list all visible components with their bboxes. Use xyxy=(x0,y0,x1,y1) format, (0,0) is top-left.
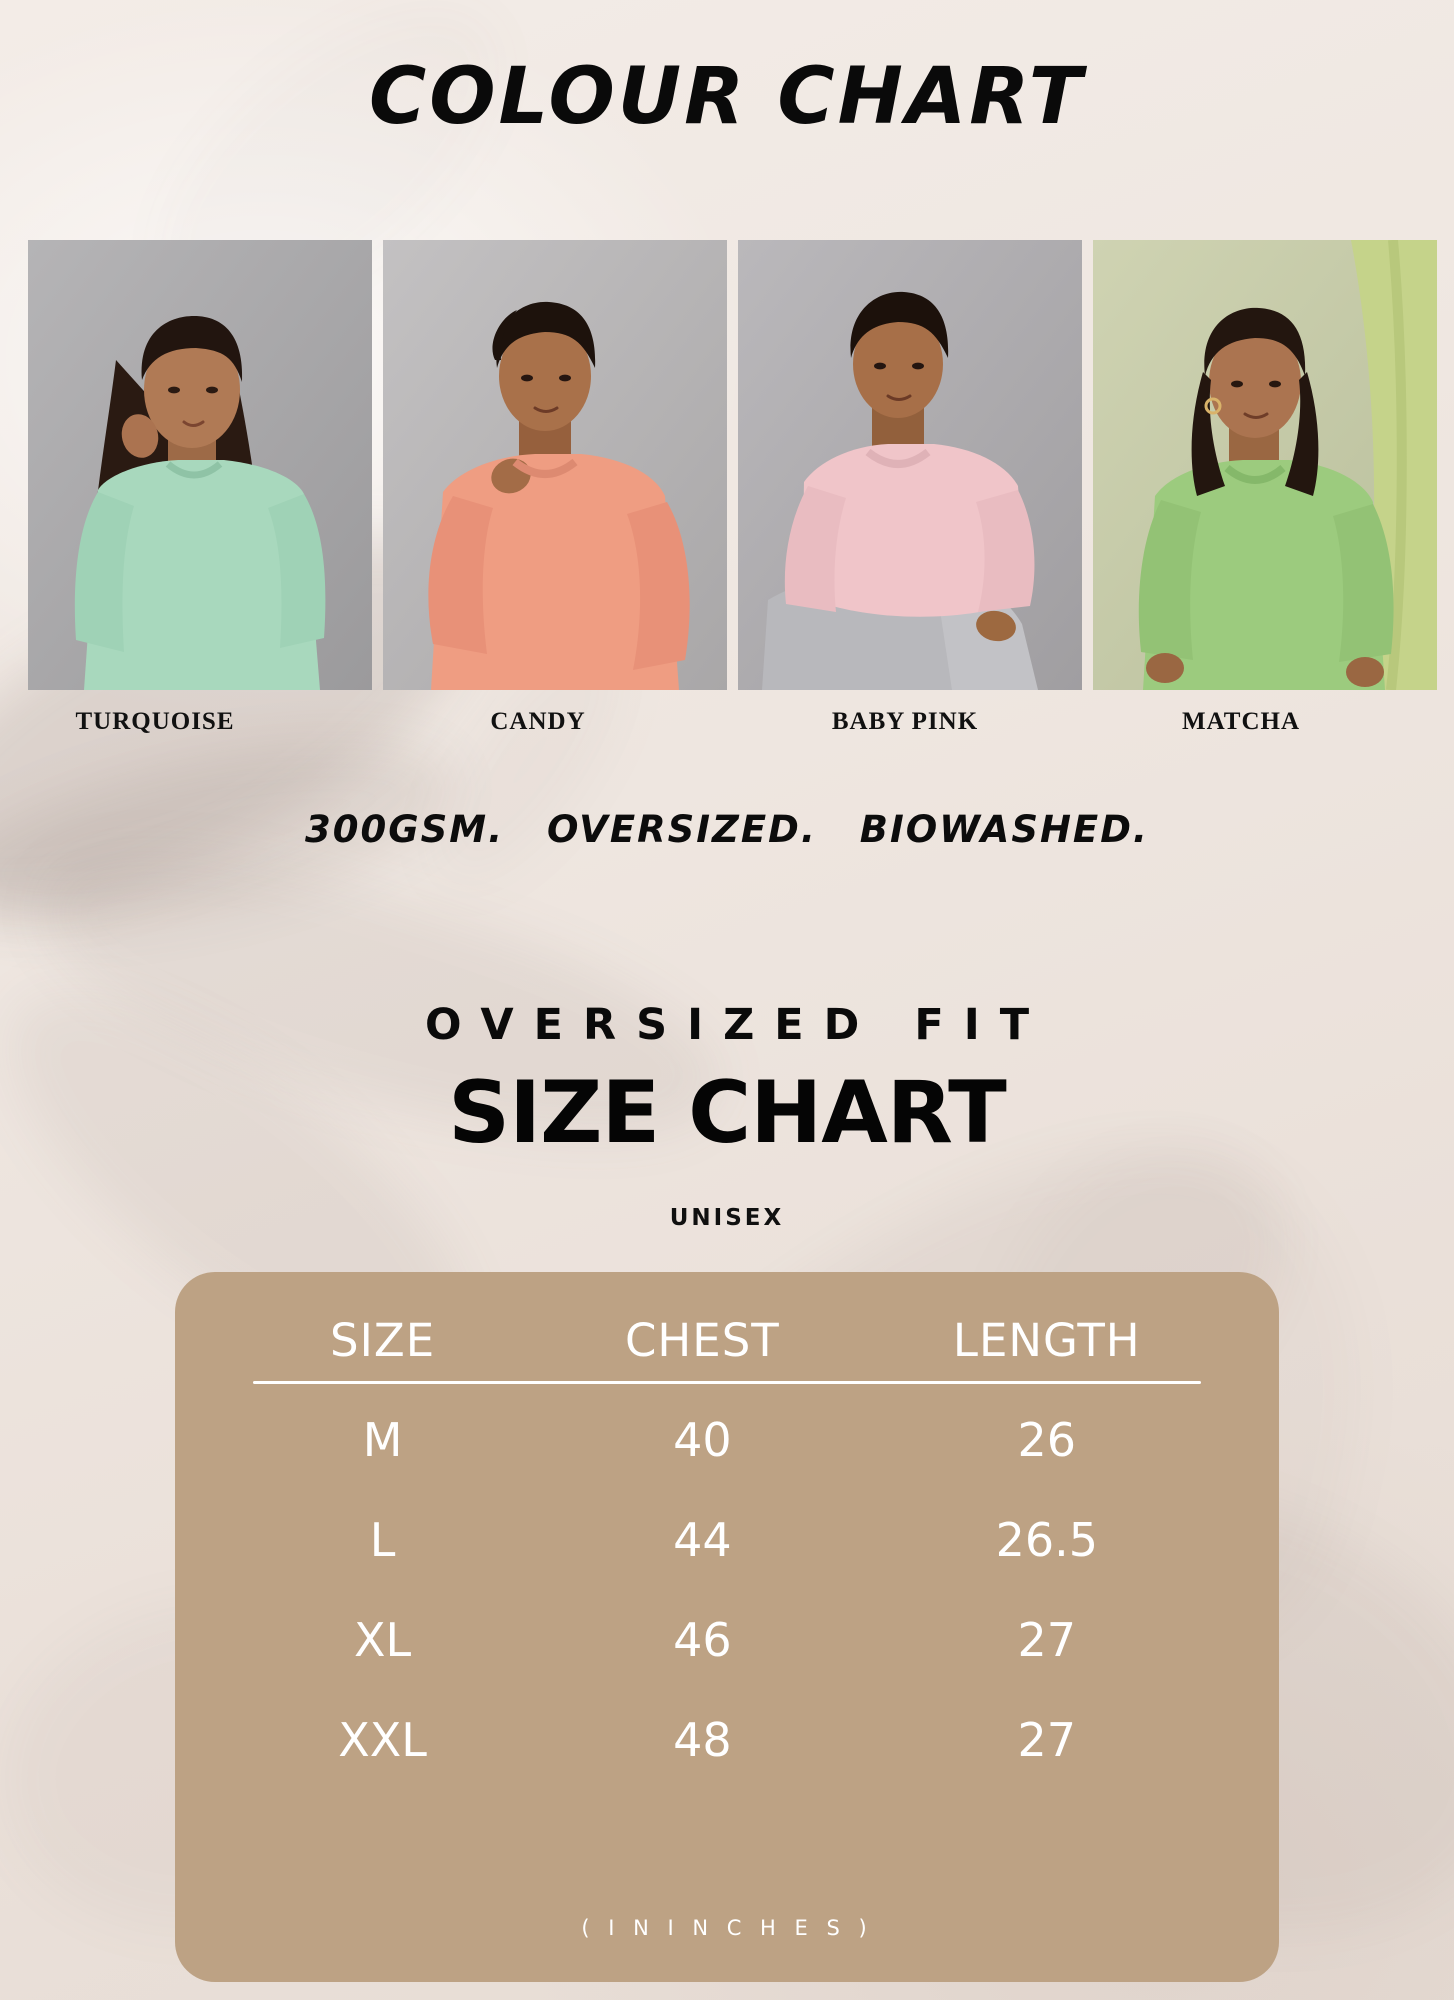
size-chart-title: SIZE CHART xyxy=(448,1063,1006,1163)
cell-chest: 44 xyxy=(673,1513,732,1567)
cell-size: L xyxy=(369,1513,396,1567)
table-row xyxy=(235,1590,1219,1690)
colour-card-baby-pink xyxy=(738,240,1082,736)
colour-card-matcha xyxy=(1093,240,1437,736)
model-illustration xyxy=(1093,240,1437,690)
product-photo-baby-pink xyxy=(738,240,1082,690)
model-illustration xyxy=(738,240,1082,690)
colour-card-candy xyxy=(383,240,727,736)
header-divider xyxy=(253,1381,1201,1384)
colour-label-matcha: MATCHA xyxy=(1181,708,1301,735)
cell-size: XL xyxy=(354,1613,412,1667)
column-header-chest: CHEST xyxy=(625,1314,780,1367)
colour-photo-strip xyxy=(28,240,1426,736)
cell-chest: 40 xyxy=(673,1413,732,1467)
colour-label-candy: CANDY xyxy=(490,708,586,735)
product-spec-line xyxy=(0,808,1454,851)
table-header-row xyxy=(235,1314,1219,1381)
colour-label-turquoise: TURQUOISE xyxy=(75,708,235,735)
cell-length: 26.5 xyxy=(995,1513,1098,1567)
spec-gsm: 300GSM. xyxy=(305,808,505,851)
cell-length: 27 xyxy=(1017,1613,1077,1667)
size-chart-subtitle: UNISEX xyxy=(669,1205,785,1231)
size-chart-eyebrow: OVERSIZED FIT xyxy=(424,1000,1050,1050)
table-row xyxy=(235,1490,1219,1590)
table-body xyxy=(235,1390,1219,1790)
cell-length: 26 xyxy=(1017,1413,1077,1467)
page-title: COLOUR CHART xyxy=(369,52,1085,142)
size-chart-card xyxy=(175,1272,1279,1982)
table-row xyxy=(235,1390,1219,1490)
cell-chest: 46 xyxy=(673,1613,732,1667)
size-chart-table xyxy=(235,1314,1219,1790)
cell-chest: 48 xyxy=(673,1713,732,1767)
model-illustration xyxy=(28,240,372,690)
colour-card-turquoise xyxy=(28,240,372,736)
product-photo-turquoise xyxy=(28,240,372,690)
model-illustration xyxy=(383,240,727,690)
spec-fit: OVERSIZED. xyxy=(547,808,817,851)
product-photo-matcha xyxy=(1093,240,1437,690)
column-header-size: SIZE xyxy=(330,1314,436,1367)
product-photo-candy xyxy=(383,240,727,690)
cell-length: 27 xyxy=(1017,1713,1077,1767)
cell-size: M xyxy=(362,1413,403,1467)
column-header-length: LENGTH xyxy=(952,1314,1141,1367)
table-row xyxy=(235,1690,1219,1790)
colour-label-baby-pink: BABY PINK xyxy=(831,708,979,735)
units-footnote: ( I N I N C H E S ) xyxy=(581,1916,873,1940)
cell-size: XXL xyxy=(338,1713,427,1767)
spec-wash: BIOWASHED. xyxy=(859,808,1149,851)
